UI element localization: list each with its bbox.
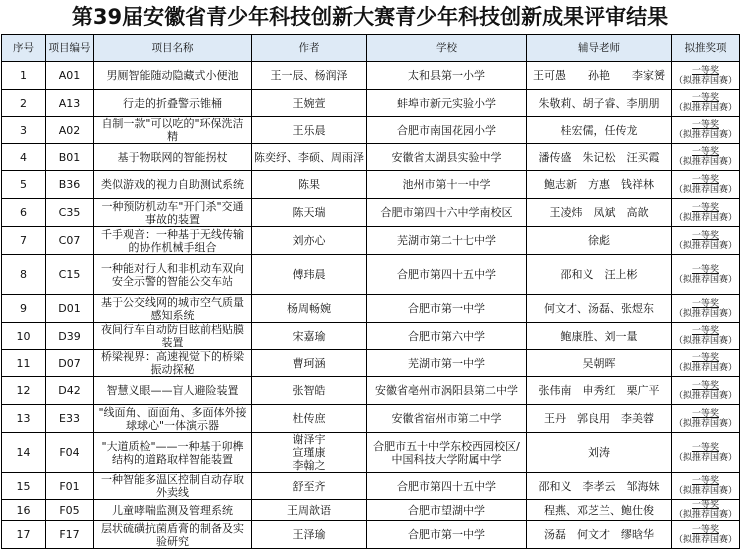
award-level: 一等奖 (691, 500, 719, 510)
award-note: （拟推荐国赛） (674, 184, 738, 195)
project-name: 夜间行车自动防目眩前档贴膜装置 (94, 323, 252, 350)
project-code: A13 (46, 90, 94, 117)
teacher-cell: 何文才、汤磊、张煜东 (527, 295, 672, 323)
row-index: 1 (2, 62, 46, 90)
award-level: 一等奖 (691, 174, 719, 185)
results-table (1, 34, 740, 549)
author-cell: 陈奕纾、李硕、周雨泽 (252, 144, 367, 171)
award-level: 一等奖 (691, 353, 719, 363)
school-cell: 池州市第十一中学 (367, 171, 527, 199)
header-school: 学校 (367, 35, 527, 62)
school-cell: 合肥市第四十六中学南校区 (367, 199, 527, 227)
project-name: 自制一款"可以吃的"环保洗洁精 (94, 117, 252, 144)
school-cell: 合肥市第一中学 (367, 521, 527, 549)
project-code: D42 (46, 377, 94, 405)
project-name: "大道质检"——一种基于卯榫结构的道路取样智能装置 (94, 433, 252, 473)
award-level: 一等奖 (691, 202, 719, 213)
award-note: （拟推荐国赛） (674, 274, 738, 285)
award-level: 一等奖 (691, 147, 719, 157)
table-row (2, 255, 740, 295)
teacher-cell: 张伟南 申秀红 栗广平 (527, 377, 672, 405)
award-level: 一等奖 (691, 120, 719, 130)
project-code: C07 (46, 227, 94, 255)
award-note: （拟推荐国赛） (674, 240, 738, 251)
award-cell (672, 433, 740, 473)
author-cell: 王婉萱 (252, 90, 367, 117)
award-note: （拟推荐国赛） (674, 308, 738, 319)
teacher-cell: 邵和义 李孝云 邹海妹 (527, 473, 672, 500)
teacher-cell: 程燕、邓芝兰、鲍仕俊 (527, 500, 672, 521)
author-cell: 张智皓 (252, 377, 367, 405)
author-cell: 陈天瑞 (252, 199, 367, 227)
project-code: E33 (46, 405, 94, 433)
award-level: 一等奖 (691, 230, 719, 241)
project-name: 层状硫磺抗菌盾膏的制备及实验研究 (94, 521, 252, 549)
teacher-cell: 王凌炜 凤斌 高歆 (527, 199, 672, 227)
teacher-cell: 王可愚 孙艳 李家赟 (527, 62, 672, 90)
table-row (2, 433, 740, 473)
award-cell (672, 171, 740, 199)
award-note: （拟推荐国赛） (674, 130, 738, 140)
table-row (2, 500, 740, 521)
author-cell: 王乐晨 (252, 117, 367, 144)
school-cell: 安徽省宿州市第二中学 (367, 405, 527, 433)
teacher-cell: 朱敬莉、胡子睿、李朋朋 (527, 90, 672, 117)
award-cell (672, 90, 740, 117)
award-cell (672, 500, 740, 521)
award-cell (672, 117, 740, 144)
table-row (2, 350, 740, 377)
row-index: 15 (2, 473, 46, 500)
table-row (2, 199, 740, 227)
author-cell: 曹珂涵 (252, 350, 367, 377)
award-cell (672, 377, 740, 405)
row-index: 3 (2, 117, 46, 144)
school-cell: 安徽省太湖县实验中学 (367, 144, 527, 171)
author-cell: 谢泽宇 宣瑾康 李翰之 (252, 433, 367, 473)
project-name: 一种智能多温区控制自动存取外卖线 (94, 473, 252, 500)
award-level: 一等奖 (691, 298, 719, 309)
award-level: 一等奖 (691, 326, 719, 336)
school-cell: 合肥市南国花园小学 (367, 117, 527, 144)
project-code: C15 (46, 255, 94, 295)
award-level: 一等奖 (691, 408, 719, 419)
project-name: 类似游戏的视力自助测试系统 (94, 171, 252, 199)
project-name: 一种预防机动车"开门杀"交通事故的装置 (94, 199, 252, 227)
author-cell: 宋嘉瑜 (252, 323, 367, 350)
author-cell: 舒至齐 (252, 473, 367, 500)
award-cell (672, 255, 740, 295)
project-code: F17 (46, 521, 94, 549)
project-code: A01 (46, 62, 94, 90)
header-index: 序号 (2, 35, 46, 62)
table-row (2, 144, 740, 171)
teacher-cell: 潘传盛 朱记松 汪买霞 (527, 144, 672, 171)
school-cell: 芜湖市第二十七中学 (367, 227, 527, 255)
author-cell: 杨周畅婉 (252, 295, 367, 323)
project-code: B01 (46, 144, 94, 171)
school-cell: 合肥市第四十五中学 (367, 255, 527, 295)
award-note: （拟推荐国赛） (674, 103, 738, 113)
school-cell: 芜湖市第一中学 (367, 350, 527, 377)
award-note: （拟推荐国赛） (674, 452, 738, 463)
row-index: 16 (2, 500, 46, 521)
project-name: 儿童哮喘监测及管理系统 (94, 500, 252, 521)
project-name: 桥梁视界：高速视觉下的桥梁振动探秘 (94, 350, 252, 377)
project-code: D39 (46, 323, 94, 350)
row-index: 6 (2, 199, 46, 227)
author-cell: 王周歆语 (252, 500, 367, 521)
award-cell (672, 227, 740, 255)
award-level: 一等奖 (691, 476, 719, 486)
teacher-cell: 桂宏儒，任传龙 (527, 117, 672, 144)
row-index: 2 (2, 90, 46, 117)
project-code: F05 (46, 500, 94, 521)
award-note: （拟推荐国赛） (674, 157, 738, 167)
award-note: （拟推荐国赛） (674, 336, 738, 346)
award-note: （拟推荐国赛） (674, 212, 738, 223)
teacher-cell: 吴朝晖 (527, 350, 672, 377)
school-cell: 安徽省亳州市涡阳县第二中学 (367, 377, 527, 405)
award-cell (672, 144, 740, 171)
table-row (2, 405, 740, 433)
table-row (2, 377, 740, 405)
row-index: 8 (2, 255, 46, 295)
award-level: 一等奖 (691, 93, 719, 103)
award-cell (672, 295, 740, 323)
school-cell: 太和县第一小学 (367, 62, 527, 90)
teacher-cell: 鲍志新 方惠 钱祥林 (527, 171, 672, 199)
author-cell: 杜传庶 (252, 405, 367, 433)
row-index: 10 (2, 323, 46, 350)
teacher-cell: 徐彪 (527, 227, 672, 255)
table-row (2, 473, 740, 500)
teacher-cell: 邵和义 汪上彬 (527, 255, 672, 295)
award-note: （拟推荐国赛） (674, 75, 738, 86)
table-row (2, 171, 740, 199)
award-level: 一等奖 (691, 524, 719, 535)
row-index: 13 (2, 405, 46, 433)
row-index: 9 (2, 295, 46, 323)
project-code: C35 (46, 199, 94, 227)
project-code: D07 (46, 350, 94, 377)
row-index: 5 (2, 171, 46, 199)
school-cell: 合肥市第四十五中学 (367, 473, 527, 500)
teacher-cell: 鲍康胜、刘一量 (527, 323, 672, 350)
award-cell (672, 199, 740, 227)
award-note: （拟推荐国赛） (674, 418, 738, 429)
table-header-row (2, 35, 740, 62)
teacher-cell: 汤磊 何文才 缪晗华 (527, 521, 672, 549)
project-code: B36 (46, 171, 94, 199)
header-teacher: 辅导老师 (527, 35, 672, 62)
page-title: 第39届安徽省青少年科技创新大赛青少年科技创新成果评审结果 (71, 5, 669, 29)
row-index: 11 (2, 350, 46, 377)
row-index: 14 (2, 433, 46, 473)
teacher-cell: 刘涛 (527, 433, 672, 473)
author-cell: 王泽瑜 (252, 521, 367, 549)
school-cell: 合肥市五十中学东校西园校区/中国科技大学附属中学 (367, 433, 527, 473)
table-row (2, 117, 740, 144)
row-index: 17 (2, 521, 46, 549)
school-cell: 蚌埠市新元实验小学 (367, 90, 527, 117)
row-index: 7 (2, 227, 46, 255)
project-code: F01 (46, 473, 94, 500)
award-cell (672, 62, 740, 90)
project-name: 一种能对行人和非机动车双向安全示警的智能公交车站 (94, 255, 252, 295)
project-code: F04 (46, 433, 94, 473)
project-code: D01 (46, 295, 94, 323)
header-name: 项目名称 (94, 35, 252, 62)
table-row (2, 295, 740, 323)
table-row (2, 90, 740, 117)
project-name: 基于物联网的智能拐杖 (94, 144, 252, 171)
author-cell: 刘亦心 (252, 227, 367, 255)
project-name: 千手观音：一种基于无线传输的协作机械手组合 (94, 227, 252, 255)
table-row (2, 521, 740, 549)
header-author: 作者 (252, 35, 367, 62)
author-cell: 傅玮晨 (252, 255, 367, 295)
award-cell (672, 350, 740, 377)
award-cell (672, 323, 740, 350)
award-note: （拟推荐国赛） (674, 534, 738, 545)
award-note: （拟推荐国赛） (674, 510, 738, 520)
project-name: 智慧义眼——盲人避险装置 (94, 377, 252, 405)
award-note: （拟推荐国赛） (674, 363, 738, 373)
project-code: A02 (46, 117, 94, 144)
school-cell: 合肥市望湖中学 (367, 500, 527, 521)
teacher-cell: 王丹 郭良用 李美蓉 (527, 405, 672, 433)
table-row (2, 227, 740, 255)
award-level: 一等奖 (691, 442, 719, 453)
award-note: （拟推荐国赛） (674, 486, 738, 496)
award-level: 一等奖 (691, 65, 719, 76)
award-cell (672, 473, 740, 500)
project-name: 基于公交线网的城市空气质量感知系统 (94, 295, 252, 323)
award-level: 一等奖 (691, 264, 719, 275)
school-cell: 合肥市第一中学 (367, 295, 527, 323)
award-cell (672, 405, 740, 433)
author-cell: 陈果 (252, 171, 367, 199)
project-name: 行走的折叠警示锥桶 (94, 90, 252, 117)
row-index: 12 (2, 377, 46, 405)
header-code: 项目编号 (46, 35, 94, 62)
project-name: "线面角、面面角、多面体外接球球心"一体演示器 (94, 405, 252, 433)
table-row (2, 323, 740, 350)
header-award: 拟推奖项 (672, 35, 740, 62)
row-index: 4 (2, 144, 46, 171)
award-note: （拟推荐国赛） (674, 390, 738, 401)
school-cell: 合肥市第六中学 (367, 323, 527, 350)
project-name: 男厕智能随动隐藏式小便池 (94, 62, 252, 90)
award-cell (672, 521, 740, 549)
author-cell: 王一辰、杨润泽 (252, 62, 367, 90)
award-level: 一等奖 (691, 380, 719, 391)
table-row (2, 62, 740, 90)
